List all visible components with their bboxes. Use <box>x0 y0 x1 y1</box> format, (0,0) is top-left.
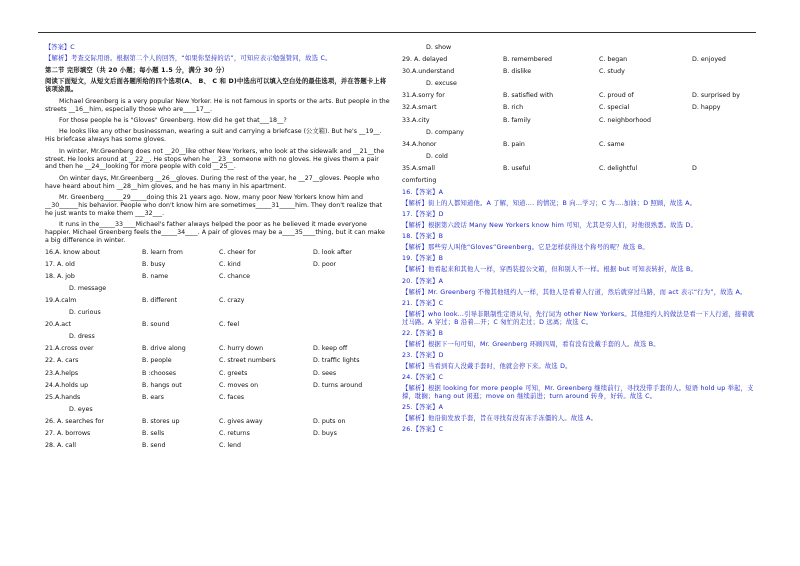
option-row <box>45 382 390 394</box>
option-text: B. stores up <box>142 417 180 425</box>
option-row <box>402 153 758 165</box>
option-text: 23.A.helps <box>45 369 79 377</box>
option-row <box>402 92 758 104</box>
option-row <box>45 345 390 357</box>
option-text: B. send <box>142 442 166 450</box>
analysis-text: 【解析】街上的人都知道他。A 了解，知道…. 的情况；B 向…学习；C 为….加油；D 照顾，故选 A。 <box>402 200 697 208</box>
option-text: B. remembered <box>503 56 552 64</box>
option-text: C. kind <box>219 260 241 268</box>
option-row <box>45 309 390 321</box>
instruction-text: 阅读下面短文，从短文后面各题所给的四个选项(A、 B、 C 和 D)中选出可以填入空白处的最佳选项，并在答题卡上将该项涂黑。 <box>45 78 387 94</box>
left-column <box>45 44 390 454</box>
option-row <box>402 177 758 189</box>
option-text: D. traffic lights <box>313 357 360 365</box>
option-text: C. crazy <box>219 296 245 304</box>
option-row <box>402 141 758 153</box>
option-text: C. gives away <box>219 417 263 425</box>
option-row <box>402 68 758 80</box>
option-text: B. rich <box>503 104 524 112</box>
option-text: C. study <box>599 68 625 76</box>
option-text: C. began <box>599 56 628 64</box>
option-row <box>45 418 390 430</box>
option-text: D. eyes <box>69 405 93 413</box>
option-text: 26. A. searches for <box>45 417 104 425</box>
option-text: B. ears <box>142 393 164 401</box>
option-row <box>402 44 758 56</box>
answer-label: 18.【答案】B <box>402 233 444 241</box>
option-text: 35.A.small <box>402 164 435 172</box>
option-text: B. different <box>142 296 178 304</box>
right-column <box>402 44 758 437</box>
option-text: B. sound <box>142 321 170 329</box>
option-text: 33.A.city <box>402 116 430 124</box>
option-row <box>45 357 390 369</box>
option-text: C. delightful <box>599 164 638 172</box>
answer-label: 20.【答案】A <box>402 277 444 285</box>
option-text: D. surprised by <box>692 92 740 100</box>
answer-list <box>402 189 758 434</box>
option-text: B. name <box>142 272 169 280</box>
option-text: B. drive along <box>142 345 186 353</box>
analysis-text: 【解析】Mr. Greenberg 不像其他纽约人一样，其他人是看着人行道，然后就穿过马路，而 act 表示“行为”，故选 A。 <box>402 288 747 296</box>
answer-label: 22.【答案】B <box>402 329 444 337</box>
option-text: D. excuse <box>426 80 457 88</box>
answer-label: 21.【答案】C <box>402 299 444 307</box>
option-text: C. hurry down <box>219 345 264 353</box>
passage-paragraph: In winter, Mr.Greenberg does not __20__like other New Yorkers, who look at the sidewalk and __21__the street. He looks around at __22__. He stops when he __23__someone with no gloves. He gives them a pair and then he __24__looking for more people with cold __25__. <box>45 147 385 171</box>
option-row <box>45 406 390 418</box>
option-text: B. useful <box>503 164 531 172</box>
option-text: D. enjoyed <box>692 56 726 64</box>
answer-label: 17.【答案】D <box>402 211 444 219</box>
option-text: 32.A.smart <box>402 104 437 112</box>
option-text: D. company <box>426 128 464 136</box>
option-text: C. chance <box>219 272 251 280</box>
option-row <box>45 321 390 333</box>
option-text: 16.A. know about <box>45 248 101 256</box>
option-text: B. busy <box>142 260 166 268</box>
option-text: D. poor <box>313 260 337 268</box>
analysis-text: 【解析】当看到有人没戴手套时，他就会停下来。故选 D。 <box>402 362 572 370</box>
option-row <box>45 370 390 382</box>
analysis-text: 【解析】那些穷人叫他“Gloves”Greenberg。它是怎样获得这个称号的呢？故选 B。 <box>402 244 649 252</box>
passage-paragraph: Michael Greenberg is a very popular New Yorker. He is not famous in sports or the arts. But people in the streets __16__him, especially those who are____17__. <box>45 97 390 113</box>
option-text: 21.A.cross over <box>45 345 94 353</box>
option-text: 20.A.act <box>45 321 72 329</box>
answer-label: 26.【答案】C <box>402 425 444 433</box>
option-text: C. returns <box>219 429 250 437</box>
option-row <box>45 333 390 345</box>
option-text: C. same <box>599 140 625 148</box>
option-text: D. dress <box>69 333 95 341</box>
option-text: C. feel <box>219 321 240 329</box>
option-text: 29. A. delayed <box>402 56 448 64</box>
option-text: B. dislike <box>503 68 532 76</box>
option-text: 27. A. borrows <box>45 429 91 437</box>
option-text: C. neighborhood <box>599 116 652 124</box>
answer-label: 23.【答案】D <box>402 351 444 359</box>
option-row <box>45 285 390 297</box>
option-text: comforting <box>402 177 437 185</box>
option-text: 19.A.calm <box>45 296 77 304</box>
option-text: C. faces <box>219 393 245 401</box>
answer-label: 25.【答案】A <box>402 403 444 411</box>
option-text: C. cheer for <box>219 248 256 256</box>
option-text: D. show <box>426 44 452 51</box>
option-text: C. greets <box>219 369 248 377</box>
option-row <box>402 165 758 177</box>
option-text: C. special <box>599 104 630 112</box>
passage-paragraph: On winter days, Mr.Greenberg __26__gloves. During the rest of the year, he __27__gloves. People who have heard about him __28__him gloves, and he has many in his apartment. <box>45 174 380 190</box>
option-row <box>402 117 758 129</box>
option-row <box>45 430 390 442</box>
analysis-text: 【解析】考查交际用语。根据第二个人的回答，“如果你坚持的话”，可知应表示勉强赞同，故选 C。 <box>45 55 332 63</box>
option-text: 31.A.sorry for <box>402 92 445 100</box>
option-text: B. pain <box>503 140 525 148</box>
option-text: 22. A. cars <box>45 357 79 365</box>
analysis-text: 【解析】他看起来和其他人一样，穿西装提公文箱，但和别人不一样。根据 but 可知表转折，故选 B。 <box>402 266 698 274</box>
option-text: D. message <box>69 284 107 292</box>
option-text: B. hangs out <box>142 381 182 389</box>
option-text: D <box>692 164 697 172</box>
analysis-text: 【解析】根据第六段话 Many New Yorkers know him 可知，尤其是穷人们，对他很熟悉。故选 D。 <box>402 222 697 230</box>
option-text: D. keep off <box>313 345 348 353</box>
options-list-left <box>45 249 390 455</box>
option-row <box>402 80 758 92</box>
analysis-text: 【解析】根据 looking for more people 可知，Mr. Greenberg 继续前行，寻找没带手套的人。短语 hold up 举起，支撑，耽搁；hang out 闲逛；move on 继续前进；turn around 转身，好转。故选 C。 <box>402 384 754 400</box>
option-text: C. moves on <box>219 381 259 389</box>
header-rule <box>38 32 756 33</box>
option-text: C. proud of <box>599 92 634 100</box>
passage-paragraph: He looks like any other businessman, wearing a suit and carrying a briefcase (公文箱). But he's __19__. His briefcase always has some gloves. <box>45 128 382 144</box>
option-row <box>45 273 390 285</box>
option-text: 34.A.honor <box>402 140 437 148</box>
option-row <box>402 129 758 141</box>
answer-label: 24.【答案】C <box>402 373 444 381</box>
option-row <box>45 297 390 309</box>
option-text: B :chooses <box>142 369 177 377</box>
option-text: D. happy <box>692 104 721 112</box>
analysis-text: 【解析】他沿街发放手套，旨在寻找有没有冻手冻僵的人。故选 A。 <box>402 414 598 422</box>
option-text: B. sells <box>142 429 165 437</box>
option-text: B. satisfied with <box>503 92 554 100</box>
passage-paragraph: Mr. Greenberg______29_____doing this 21 years ago. Now, many poor New Yorkers know him and __30______his behavior. People who don't know him are sometimes_____31_____him. They don't realize that he just wants to make them ___32___. <box>45 194 383 217</box>
option-text: B. family <box>503 116 531 124</box>
option-text: B. people <box>142 357 172 365</box>
option-text: D. puts on <box>313 417 346 425</box>
analysis-text: 【解析】根据下一句可知，Mr. Greenberg 环顾四周，看有没有没戴手套的人。故选 B。 <box>402 340 660 348</box>
answer-label: 19.【答案】B <box>402 255 444 263</box>
section-title: 第二节 完形填空（共 20 小题；每小题 1.5 分，满分 30 分） <box>45 66 229 74</box>
passage-paragraph: It runs in the_____33____Michael's father always helped the poor as he believed it made everyone happier. Michael Greenberg feels the_____34____. A pair of gloves may be a____35____thing, but it can make a big difference in winter. <box>45 221 385 245</box>
option-text: B. learn from <box>142 248 183 256</box>
option-text: D. look after <box>313 248 352 256</box>
option-row <box>45 261 390 273</box>
answer-label: 16.【答案】A <box>402 189 444 197</box>
option-text: C. street numbers <box>219 357 276 365</box>
passage-paragraph: For those people he is "Gloves" Greenberg. How did he get that___18__? <box>59 116 287 124</box>
analysis-text: 【解析】who look…引导非限制性定语从句，先行词为 other New Yorkers。其他纽约人的做法是看一下人行道，接着就过马路。A 穿过；B 沿着…开；C 匆忙的走过；D 远离；故选 C。 <box>402 310 755 326</box>
option-text: 28. A. call <box>45 442 77 450</box>
passage <box>45 98 390 245</box>
option-row <box>402 104 758 116</box>
option-text: 30.A.understand <box>402 68 455 76</box>
options-list-right <box>402 44 758 189</box>
option-row <box>45 249 390 261</box>
option-text: 24.A.holds up <box>45 381 89 389</box>
option-text: 25.A.hands <box>45 393 81 401</box>
option-text: D. turns around <box>313 381 363 389</box>
option-row <box>45 442 390 454</box>
option-row <box>45 394 390 406</box>
option-text: D. cold <box>426 152 448 160</box>
option-text: D. sees <box>313 369 337 377</box>
option-text: D. buys <box>313 429 337 437</box>
option-text: C. lend <box>219 442 242 450</box>
answer-label: 【答案】C <box>45 44 75 51</box>
option-text: D. curious <box>69 309 101 317</box>
option-text: 17. A. old <box>45 260 75 268</box>
option-row <box>402 56 758 68</box>
option-text: 18. A. job <box>45 272 75 280</box>
